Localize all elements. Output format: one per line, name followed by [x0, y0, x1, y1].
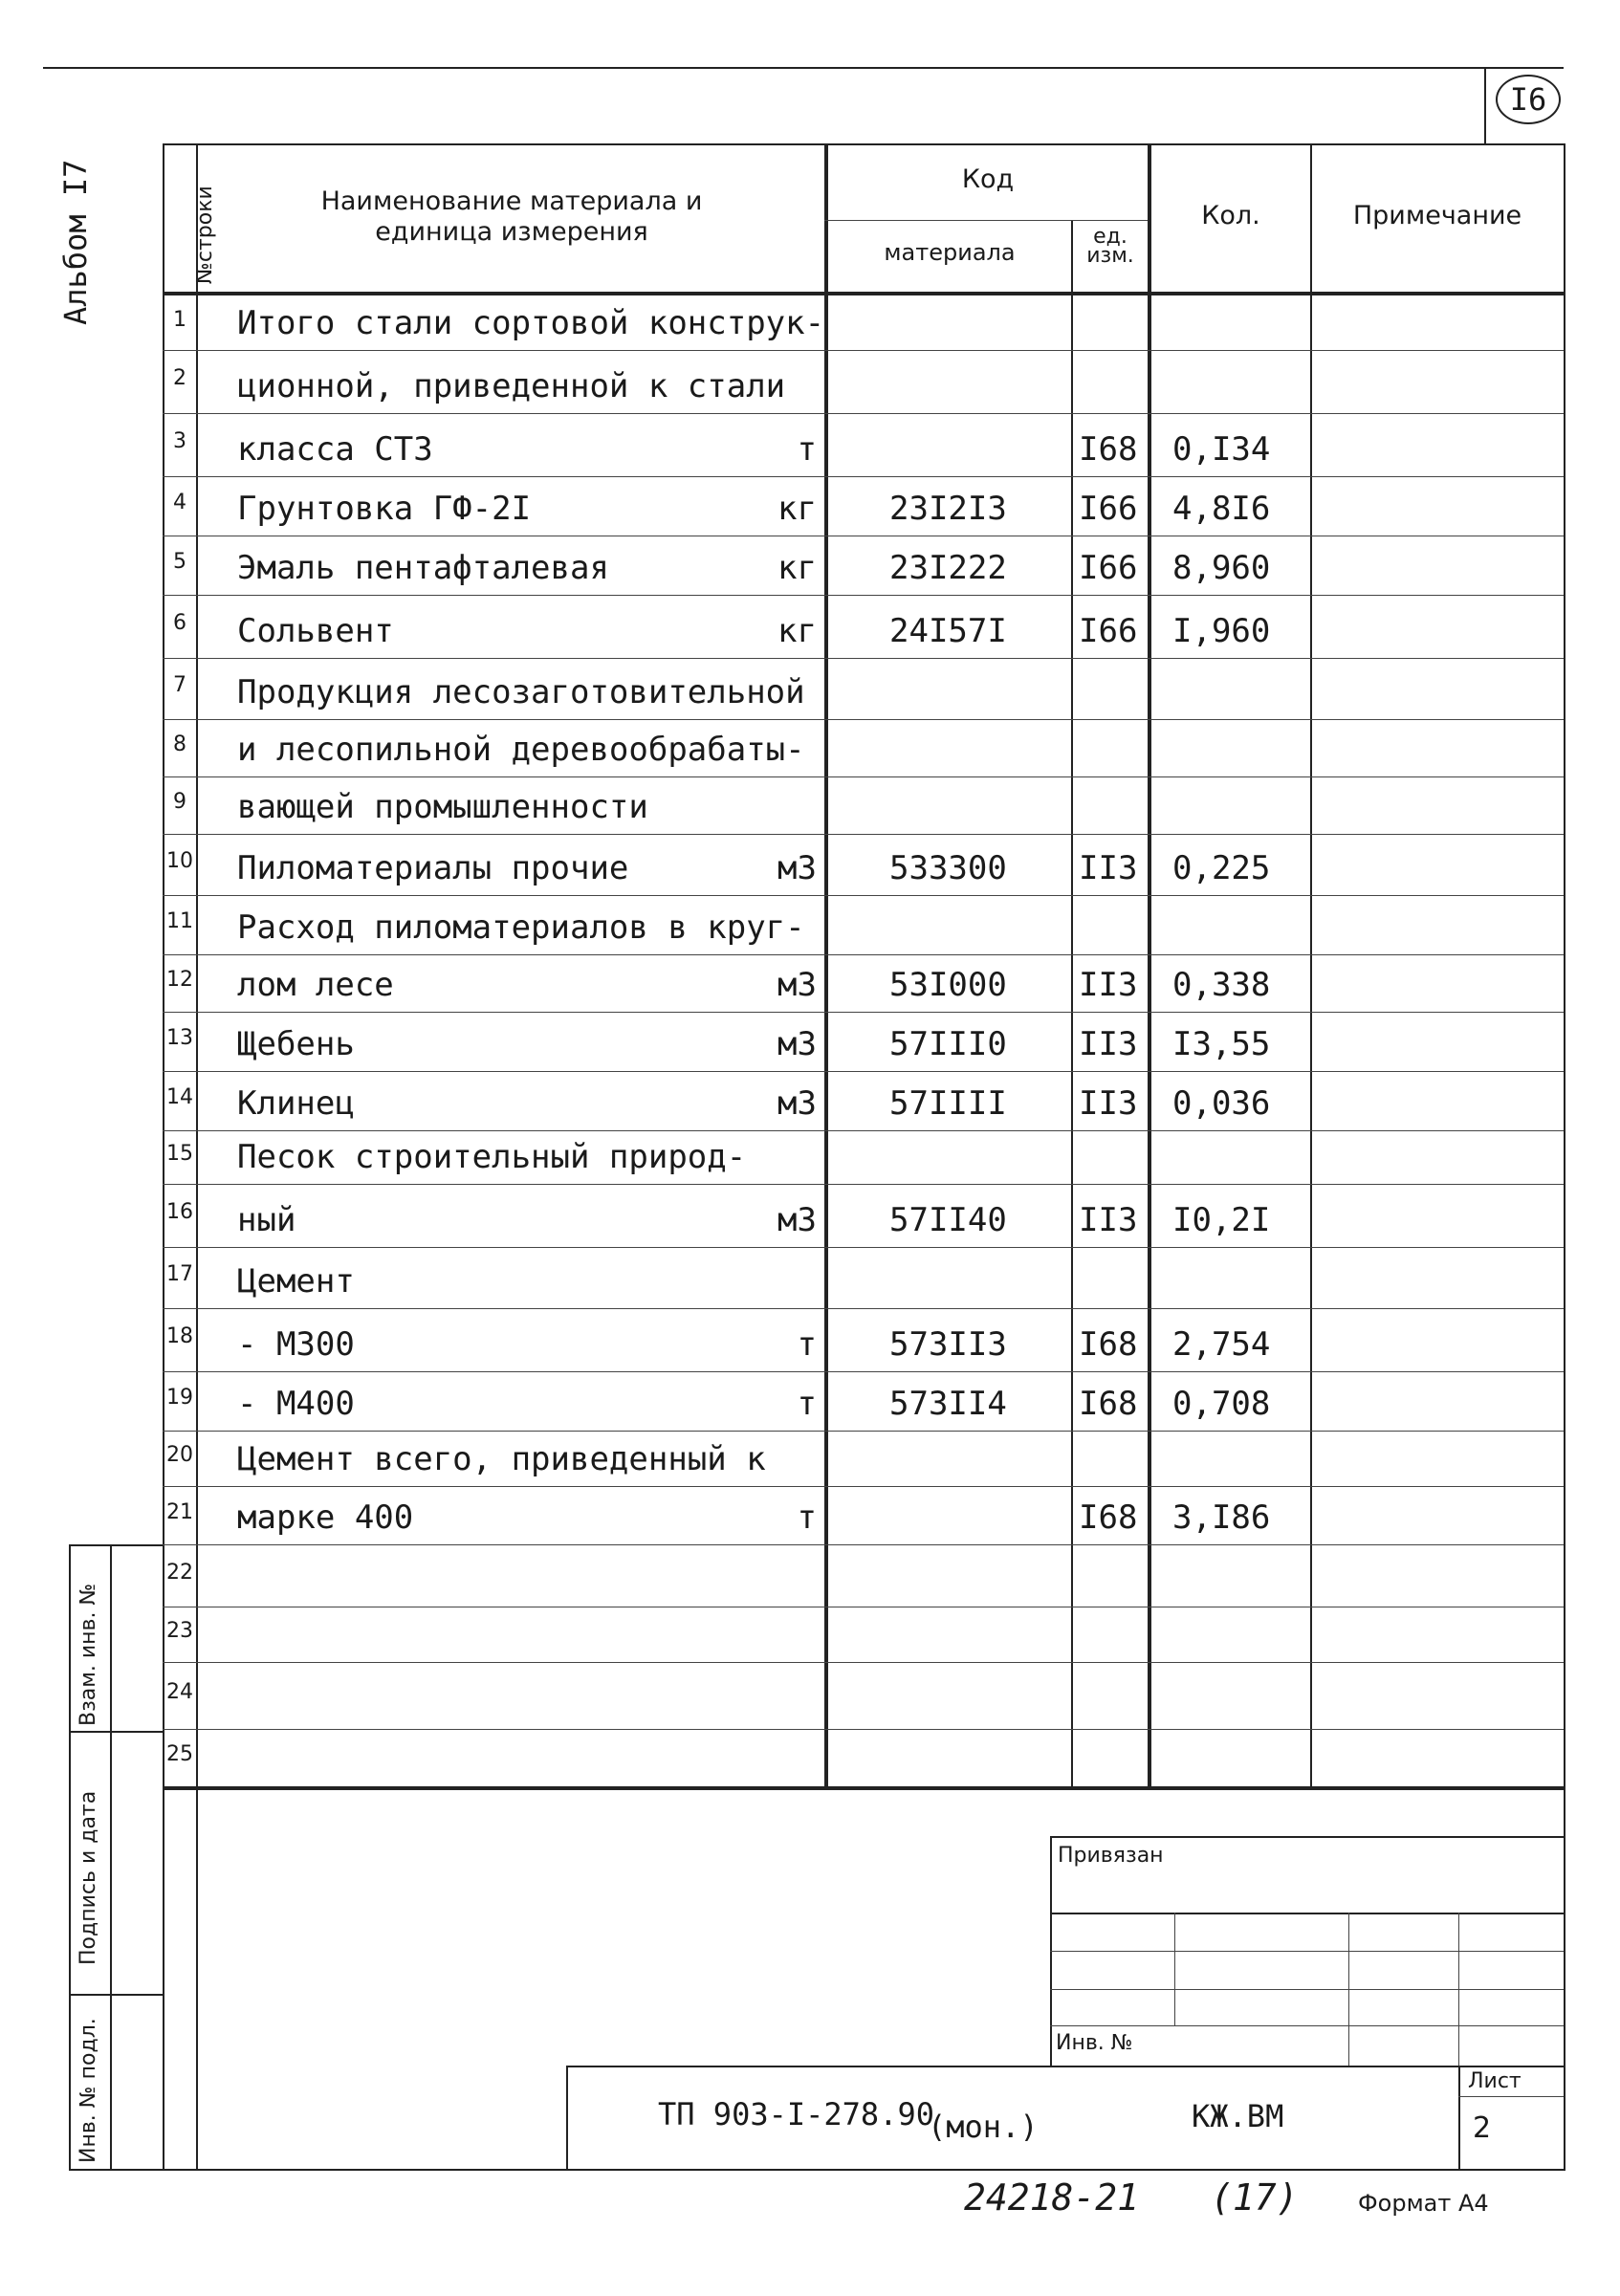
stamp-sheet-label-sep	[1458, 2096, 1564, 2097]
table-row	[163, 658, 1564, 719]
side-stamp-sep1	[69, 1731, 163, 1733]
table-row	[163, 595, 1564, 658]
table-bottom	[163, 1786, 1564, 1790]
inventory-number-label: Инв. №	[1056, 2031, 1133, 2055]
row-divider	[163, 776, 1564, 777]
code-header-split	[824, 220, 1148, 221]
row-divider	[163, 350, 1564, 351]
paper-format: Формат А4	[1358, 2190, 1489, 2217]
table-row	[163, 296, 1564, 350]
sheet-number: 2	[1473, 2111, 1492, 2145]
row-number-header-label: №строки	[193, 186, 217, 284]
row-divider	[163, 1308, 1564, 1309]
table-row	[163, 350, 1564, 413]
material-name: Цемент	[237, 1262, 355, 1301]
row-number: 7	[173, 673, 186, 697]
row-divider	[163, 413, 1564, 414]
unit-of-measure: т	[797, 1325, 817, 1364]
sheet-label: Лист	[1468, 2069, 1521, 2093]
quantity: 2,754	[1172, 1325, 1271, 1364]
row-number: 24	[166, 1680, 193, 1704]
row-divider	[163, 1431, 1564, 1432]
stamp-sheet-sep	[1458, 2066, 1460, 2171]
album-label: Альбом I7	[57, 159, 94, 325]
material-name: класса СТ3	[237, 430, 433, 469]
table-row	[163, 1184, 1564, 1247]
unit-code: I68	[1079, 430, 1138, 469]
row-number: 4	[173, 491, 186, 514]
table-row	[163, 1012, 1564, 1071]
row-divider	[163, 834, 1564, 835]
table-row	[163, 834, 1564, 895]
material-name: Пиломатериалы прочие	[237, 849, 629, 887]
row-number: 17	[166, 1262, 193, 1286]
row-number: 3	[173, 429, 186, 453]
quantity: 3,I86	[1172, 1498, 1271, 1537]
row-divider	[163, 1371, 1564, 1372]
material-name: Грунтовка ГФ-2I	[237, 490, 532, 528]
code-unit-header: ед. изм.	[1086, 225, 1134, 268]
frame-right	[1564, 143, 1565, 2171]
material-name: Щебень	[237, 1025, 355, 1063]
row-divider	[163, 895, 1564, 896]
row-number: 25	[166, 1742, 193, 1766]
privyazan-col3	[1458, 1913, 1459, 2066]
material-code: 23I222	[889, 549, 1007, 587]
side-stamp-left	[69, 1544, 71, 2171]
row-number: 10	[166, 849, 193, 873]
stamp-left	[566, 2066, 568, 2171]
row-divider	[163, 658, 1564, 659]
attached-label: Привязан	[1058, 1844, 1164, 1868]
table-row	[163, 1371, 1564, 1431]
row-number: 8	[173, 733, 186, 756]
side-stamp-sep2	[69, 1994, 163, 1996]
material-name: Итого стали сортовой конструк-	[237, 304, 825, 342]
material-name: Песок строительный природ-	[237, 1138, 747, 1176]
unit-code: I68	[1079, 1325, 1138, 1364]
row-number: 20	[166, 1443, 193, 1467]
material-name: Продукция лесозаготовительной	[237, 673, 805, 711]
material-code: 533300	[889, 849, 1007, 887]
unit-of-measure: т	[797, 1385, 817, 1423]
row-divider	[163, 1486, 1564, 1487]
quantity: 0,708	[1172, 1385, 1271, 1423]
table-row	[163, 536, 1564, 595]
quantity: I3,55	[1172, 1025, 1271, 1063]
table-row	[163, 1662, 1564, 1729]
unit-of-measure: м3	[777, 966, 817, 1004]
material-code: 573II3	[889, 1325, 1007, 1364]
table-row	[163, 776, 1564, 834]
table-row	[163, 413, 1564, 476]
material-code: 573II4	[889, 1385, 1007, 1423]
row-divider	[163, 1012, 1564, 1013]
unit-of-measure: м3	[777, 1201, 817, 1239]
unit-of-measure: т	[797, 1498, 817, 1537]
table-row	[163, 1431, 1564, 1486]
row-number: 18	[166, 1324, 193, 1348]
table-row	[163, 719, 1564, 776]
row-divider	[163, 954, 1564, 955]
row-divider	[163, 1130, 1564, 1131]
header-bottom	[163, 292, 1564, 295]
row-divider	[163, 719, 1564, 720]
material-name: - М300	[237, 1325, 355, 1364]
row-divider	[163, 1071, 1564, 1072]
top-rule	[43, 67, 1564, 69]
privyazan-sep2	[1050, 1951, 1564, 1952]
code-material-header: материала	[884, 239, 1016, 266]
row-number: 9	[173, 790, 186, 814]
code-header: Код	[961, 164, 1015, 194]
replacement-inventory-stamp: Взам. инв. №	[77, 1583, 100, 1726]
material-name: Сольвент	[237, 612, 394, 650]
signature-date-stamp: Подпись и дата	[77, 1790, 100, 1965]
material-code: 23I2I3	[889, 490, 1007, 528]
privyazan-col2	[1348, 1913, 1349, 2066]
table-row	[163, 1130, 1564, 1184]
table-row	[163, 1607, 1564, 1662]
header-top	[163, 143, 1564, 145]
unit-code: I66	[1079, 490, 1138, 528]
row-number: 11	[166, 909, 193, 933]
unit-code: II3	[1079, 1084, 1138, 1123]
side-stamp-top	[69, 1544, 163, 1546]
table-row	[163, 1486, 1564, 1544]
table-row	[163, 895, 1564, 954]
row-number: 23	[166, 1619, 193, 1643]
material-name: ный	[237, 1201, 296, 1239]
material-name: лом лесе	[237, 966, 394, 1004]
unit-code: I66	[1079, 549, 1138, 587]
row-divider	[163, 1247, 1564, 1248]
quantity: 0,I34	[1172, 430, 1271, 469]
quantity-header: Кол.	[1201, 201, 1260, 230]
quantity: 4,8I6	[1172, 490, 1271, 528]
note-header: Примечание	[1352, 201, 1522, 230]
unit-of-measure: м3	[777, 849, 817, 887]
material-code: 24I57I	[889, 612, 1007, 650]
unit-of-measure: кг	[777, 612, 817, 650]
material-name: Расход пиломатериалов в круг-	[237, 908, 805, 947]
row-number: 6	[173, 611, 186, 635]
sheet-mark-frame-left	[1484, 67, 1486, 143]
row-divider	[163, 1662, 1564, 1663]
row-number-header	[164, 145, 217, 289]
material-name: - М400	[237, 1385, 355, 1423]
row-number: 13	[166, 1026, 193, 1050]
document-code: ТП 903-I-278.90	[658, 2096, 934, 2132]
quantity: I,960	[1172, 612, 1271, 650]
quantity: 0,338	[1172, 966, 1271, 1004]
row-divider	[163, 595, 1564, 596]
unit-of-measure: кг	[777, 549, 817, 587]
quantity: 8,960	[1172, 549, 1271, 587]
material-code: 57III0	[889, 1025, 1007, 1063]
quantity: 0,036	[1172, 1084, 1271, 1123]
material-code: 57IIII	[889, 1084, 1007, 1123]
material-code: 53I000	[889, 966, 1007, 1004]
row-number: 12	[166, 968, 193, 992]
table-row	[163, 1544, 1564, 1607]
material-name-header	[201, 186, 822, 248]
row-number: 5	[173, 550, 186, 574]
quantity: 0,225	[1172, 849, 1271, 887]
unit-code: I66	[1079, 612, 1138, 650]
unit-code: II3	[1079, 1025, 1138, 1063]
row-divider	[163, 1184, 1564, 1185]
original-inventory-stamp: Инв. № подл.	[77, 2018, 100, 2163]
row-divider	[163, 1544, 1564, 1545]
sheet-mark: I6	[1496, 75, 1561, 124]
row-number: 19	[166, 1386, 193, 1410]
table-row	[163, 1729, 1564, 1786]
unit-of-measure: т	[797, 430, 817, 469]
table-row	[163, 1071, 1564, 1130]
row-number: 15	[166, 1142, 193, 1166]
stamp-top	[566, 2066, 1564, 2067]
unit-of-measure: м3	[777, 1025, 817, 1063]
row-number: 21	[166, 1499, 193, 1524]
row-divider	[163, 476, 1564, 477]
table-row	[163, 476, 1564, 536]
row-number: 2	[173, 366, 186, 390]
handwritten-number: 24218-21	[964, 2176, 1140, 2219]
quantity: I0,2I	[1172, 1201, 1271, 1239]
privyazan-top	[1050, 1836, 1564, 1838]
row-number: 22	[166, 1560, 193, 1585]
document-mon: (мон.)	[928, 2109, 1039, 2145]
material-name: Клинец	[237, 1084, 355, 1123]
privyazan-sep1	[1050, 1913, 1564, 1914]
row-divider	[163, 1729, 1564, 1730]
table-row	[163, 1308, 1564, 1371]
table-row	[163, 954, 1564, 1012]
material-name: Эмаль пентафталевая	[237, 549, 609, 587]
privyazan-sep4	[1050, 2025, 1564, 2026]
circled-page-number: (17)	[1211, 2176, 1299, 2219]
privyazan-sep3	[1050, 1989, 1564, 1990]
unit-code: II3	[1079, 1201, 1138, 1239]
row-number: 14	[166, 1085, 193, 1109]
unit-code: I68	[1079, 1498, 1138, 1537]
material-name: марке 400	[237, 1498, 414, 1537]
unit-code: II3	[1079, 849, 1138, 887]
document-mark: КЖ.ВМ	[1192, 2098, 1284, 2134]
material-name-header-line2: единица измерения	[375, 217, 648, 247]
unit-code: II3	[1079, 966, 1138, 1004]
material-name: Цемент всего, приведенный к	[237, 1440, 766, 1478]
side-stamp-mid	[110, 1544, 112, 2171]
material-name: ционной, приведенной к стали	[237, 367, 786, 405]
frame-bottom	[69, 2169, 1565, 2171]
material-name: вающей промышленности	[237, 788, 648, 826]
table-row	[163, 1247, 1564, 1308]
privyazan-col1	[1174, 1913, 1175, 2025]
row-number: 1	[173, 308, 186, 332]
unit-code: I68	[1079, 1385, 1138, 1423]
unit-of-measure: м3	[777, 1084, 817, 1123]
unit-of-measure: кг	[777, 490, 817, 528]
material-name: и лесопильной деревообрабаты-	[237, 731, 805, 769]
row-number: 16	[166, 1200, 193, 1224]
material-name-header-line1: Наименование материала и	[320, 186, 703, 216]
material-code: 57II40	[889, 1201, 1007, 1239]
